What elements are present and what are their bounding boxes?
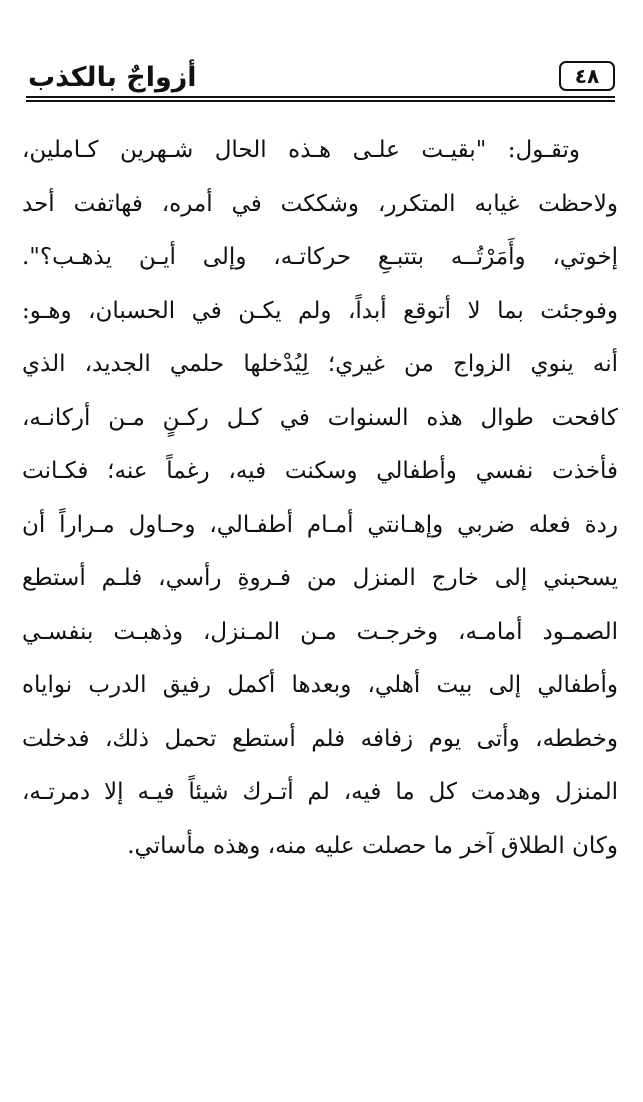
text-line: ولاحظت غيابه المتكرر، وشككت في أمره، فهاتفت أحد — [22, 190, 618, 217]
text-line: وأطفالي إلى بيت أهلي، وبعدها أكمل رفيق الدرب نواياه — [22, 672, 618, 698]
page-number: ٤٨ — [559, 61, 615, 91]
text-line: الصمـود أمامـه، وخرجـت مـن المـنزل، وذهبـت بنفسـي — [22, 618, 618, 645]
page-header — [26, 58, 615, 104]
body-text — [22, 124, 618, 873]
text-line: فأخذت نفسي وأطفالي وسكنت فيه، رغماً عنه؛ فكـانت — [22, 458, 618, 484]
text-line: كافحت طوال هذه السنوات في كـل ركـنٍ مـن أركانـه، — [22, 404, 618, 431]
text-line: وتقـول: "بقيـت علـى هـذه الحال شـهرين كـاملين، — [22, 137, 580, 163]
text-line: يسحبني إلى خارج المنزل من فـروةِ رأسي، فلـم أستطع — [22, 565, 618, 591]
text-line: ردة فعله ضربي وإهـانتي أمـام أطفـالي، وحـاول مـراراً أن — [22, 511, 618, 538]
text-line: وكان الطلاق آخر ما حصلت عليه منه، وهذه مأساتي. — [127, 832, 618, 859]
text-line: وفوجئت بما لا أتوقع أبداً، ولم يكـن في الحسبان، وهـو: — [22, 297, 618, 324]
text-line: وخططه، وأتى يوم زفافه فلم أستطع تحمل ذلك، فدخلت — [22, 725, 618, 752]
text-line: أنه ينوي الزواج من غيري؛ لِيُدْخلها حلمي الجديد، الذي — [22, 351, 618, 377]
running-title: أزواجٌ بالكذب — [28, 62, 197, 93]
text-line: المنزل وهدمت كل ما فيه، لم أتـرك شيئاً فيـه إلا دمرتـه، — [22, 779, 618, 805]
text-line: إخوتي، وأَمَرْتُــه بتتبـعِ حركاتـه، وإلى أيـن يذهـب؟". — [22, 244, 618, 270]
header-divider — [26, 96, 615, 102]
